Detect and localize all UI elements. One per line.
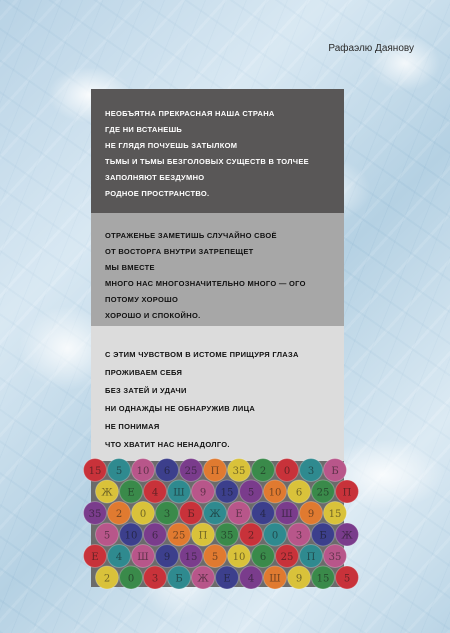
stanza-line: ТЬМЫ И ТЬМЫ БЕЗГОЛОВЫХ СУЩЕСТВ В ТОЛЧЕЕ xyxy=(105,157,309,166)
stanza-line: МЫ ВМЕСТЕ xyxy=(105,263,155,272)
circle-label: 0 xyxy=(139,509,147,520)
stanza-line: С ЭТИМ ЧУВСТВОМ В ИСТОМЕ ПРИЩУРЯ ГЛАЗА xyxy=(105,350,299,359)
stanza-line: ПРОЖИВАЕМ СЕБЯ xyxy=(105,368,183,377)
circle-label: Ж xyxy=(101,487,113,499)
circle-label: 4 xyxy=(115,552,123,563)
circle-label: Б xyxy=(331,466,339,477)
circle-label: Б xyxy=(319,530,327,542)
circle-label: 9 xyxy=(307,509,315,520)
stanza-line: ЧТО ХВАТИТ НАС НЕНАДОЛГО. xyxy=(105,440,230,449)
stanza-line: МНОГО НАС МНОГОЗНАЧИТЕЛЬНО МНОГО — ОГО xyxy=(105,279,306,288)
circle-label: Е xyxy=(223,573,231,585)
stanza-line: ХОРОШО И СПОКОЙНО. xyxy=(105,311,201,320)
circle-label: 25 xyxy=(316,487,330,499)
circle-label: 0 xyxy=(127,573,135,585)
stanza-block-1 xyxy=(91,89,344,213)
circle-label: Е xyxy=(91,552,99,563)
circle-label: 10 xyxy=(232,552,246,563)
circle-label: 5 xyxy=(343,573,351,585)
stanza-line: ОТ ВОСТОРГА ВНУТРИ ЗАТРЕПЕЩЕТ xyxy=(105,247,254,256)
circle-label: Е xyxy=(235,509,243,520)
circle-label: 2 xyxy=(115,509,123,520)
circle-label: 10 xyxy=(268,487,282,499)
circle-label: Ж xyxy=(209,509,221,520)
circle-label: 3 xyxy=(151,573,159,585)
circle-label: 4 xyxy=(259,509,267,520)
stanza-line: РОДНОЕ ПРОСТРАНСТВО. xyxy=(105,189,210,198)
circle-label: 5 xyxy=(115,466,123,477)
circle-label: 5 xyxy=(247,487,255,499)
stanza-line: ГДЕ НИ ВСТАНЕШЬ xyxy=(105,125,183,134)
stanza-block-3 xyxy=(91,326,344,461)
circle-label: 6 xyxy=(259,552,267,563)
circle-label: 2 xyxy=(247,530,255,542)
circle-label: Б xyxy=(175,573,183,585)
lotto-circles-image xyxy=(88,461,353,587)
circle-label: 9 xyxy=(199,487,207,499)
circle-label: 25 xyxy=(280,552,294,563)
circle-label: П xyxy=(210,466,220,477)
stanza-line: ОТРАЖЕНЬЕ ЗАМЕТИШЬ СЛУЧАЙНО СВОЁ xyxy=(105,231,277,240)
circle-label: Е xyxy=(127,487,135,499)
dedication-author: Рафаэлю Даянову xyxy=(328,43,414,54)
circle-label: 35 xyxy=(232,466,246,477)
circle-label: 5 xyxy=(211,552,219,563)
circle-label: 25 xyxy=(184,466,198,477)
circle-label: П xyxy=(306,552,316,563)
poem-panel xyxy=(88,89,353,587)
stanza-line: НЕ ГЛЯДЯ ПОЧУЕШЬ ЗАТЫЛКОМ xyxy=(105,141,238,150)
circle-label: 2 xyxy=(259,466,267,477)
circle-label: 3 xyxy=(163,509,171,520)
circle-label: 6 xyxy=(163,466,171,477)
circle-label: 35 xyxy=(220,530,234,542)
circle-label: Ш xyxy=(137,552,149,563)
circle-label: 15 xyxy=(184,552,198,563)
circle-label: 15 xyxy=(220,487,234,499)
circle-label: 4 xyxy=(247,573,255,585)
stanza-line: НЕОБЪЯТНА ПРЕКРАСНАЯ НАША СТРАНА xyxy=(105,109,275,118)
stanza-line: БЕЗ ЗАТЕЙ И УДАЧИ xyxy=(105,386,187,395)
circle-label: 0 xyxy=(283,466,291,477)
stanza-line: НИ ОДНАЖДЫ НЕ ОБНАРУЖИВ ЛИЦА xyxy=(105,404,256,413)
circle-label: 35 xyxy=(328,552,342,563)
circle-label: 10 xyxy=(136,466,150,477)
circle-label: 25 xyxy=(172,530,186,542)
circle-label: 4 xyxy=(151,487,159,499)
stanza-line: ПОТОМУ ХОРОШО xyxy=(105,295,179,304)
circle-label: 2 xyxy=(103,573,111,585)
circle-label: 5 xyxy=(103,530,111,542)
circle-label: 15 xyxy=(88,466,102,477)
stanza-block-2 xyxy=(91,213,344,326)
circle-label: 9 xyxy=(163,552,171,563)
circle-label: 15 xyxy=(316,573,330,585)
circle-label: Ж xyxy=(341,530,353,542)
circles-pattern xyxy=(88,461,353,587)
stanza-line: ЗАПОЛНЯЮТ БЕЗДУМНО xyxy=(105,173,205,182)
circle-label: Ш xyxy=(281,509,293,520)
circle-label: 6 xyxy=(151,530,159,542)
circle-label: П xyxy=(198,530,208,542)
circle-label: Ш xyxy=(269,573,281,585)
circle-label: 10 xyxy=(124,530,138,542)
circle-label: П xyxy=(342,487,352,499)
circle-label: 3 xyxy=(295,530,303,542)
circle-label: 15 xyxy=(328,509,342,520)
circle-label: 35 xyxy=(88,509,102,520)
circle-label: 6 xyxy=(295,487,303,499)
circle-label: Ш xyxy=(173,487,185,499)
circle-label: 3 xyxy=(307,466,315,477)
circle-label: 9 xyxy=(295,573,303,585)
circle-label: Б xyxy=(187,509,195,520)
circle-label: Ж xyxy=(197,573,209,585)
stanza-line: НЕ ПОНИМАЯ xyxy=(105,422,160,431)
circle-label: 0 xyxy=(271,530,279,542)
